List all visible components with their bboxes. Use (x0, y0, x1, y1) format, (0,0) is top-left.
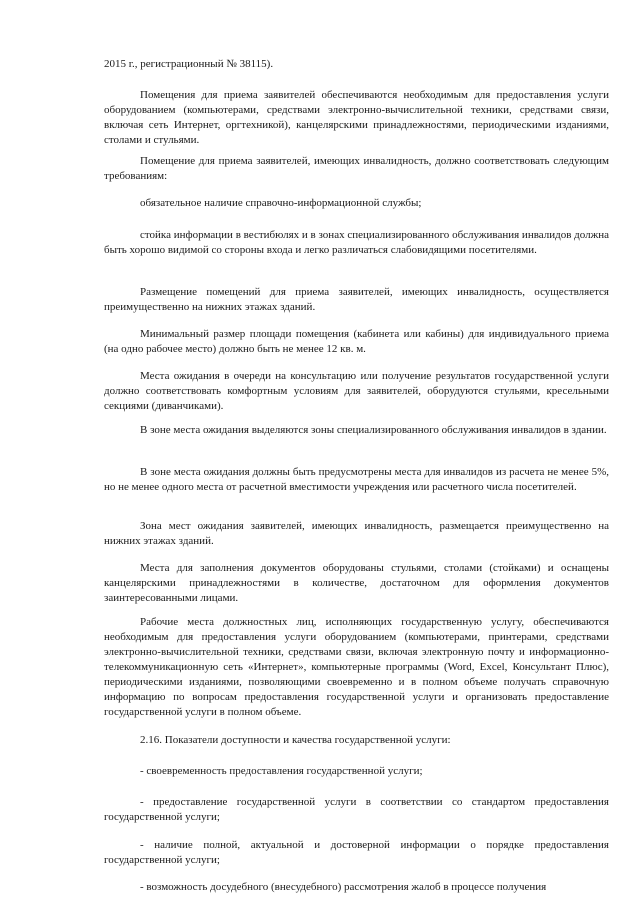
paragraph-10: В зоне места ожидания должны быть предусмотрены места для инвалидов из расчета не менее 5%, но не менее одного места от расчетной вместимости учреждения или расчетного числа посетителей. (104, 466, 609, 493)
paragraph-1: 2015 г., регистрационный № 38115). (104, 58, 274, 70)
paragraph-4: обязательное наличие справочно-информационной службы; (140, 197, 422, 209)
paragraph-11: Зона мест ожидания заявителей, имеющих инвалидность, размещается преимущественно на нижних этажах зданий. (104, 520, 609, 547)
paragraph-12: Места для заполнения документов оборудованы стульями, столами (стойками) и оснащены канцелярскими принадлежностями в количестве, достаточном для оформления документов заинтересованными лицами. (104, 562, 609, 604)
paragraph-16: - предоставление государственной услуги в соответствии со стандартом предоставления государственной услуги; (104, 796, 609, 823)
paragraph-9: В зоне места ожидания выделяются зоны специализированного обслуживания инвалидов в здании. (140, 424, 607, 436)
paragraph-7: Минимальный размер площади помещения (кабинета или кабины) для индивидуального приема (на одно рабочее место) должно быть не менее 12 кв. м. (104, 328, 609, 355)
paragraph-5: стойка информации в вестибюлях и в зонах специализированного обслуживания инвалидов должна быть хорошо видимой со стороны входа и легко различаться слабовидящими посетителями. (104, 229, 609, 256)
paragraph-6: Размещение помещений для приема заявителей, имеющих инвалидность, осуществляется преимущественно на нижних этажах зданий. (104, 286, 609, 313)
paragraph-2: Помещения для приема заявителей обеспечиваются необходимым для предоставления услуги оборудованием (компьютерами, средствами электронно-вычислительной техники, средствами связи, включая сеть Интернет, оргтехникой), канцелярскими принадлежностями, периодическими изданиями, столами и стульями. (104, 89, 609, 146)
paragraph-15: - своевременность предоставления государственной услуги; (140, 765, 423, 777)
paragraph-14: 2.16. Показатели доступности и качества государственной услуги: (140, 734, 451, 746)
paragraph-18: - возможность досудебного (внесудебного) рассмотрения жалоб в процессе получения (140, 881, 547, 893)
paragraph-13: Рабочие места должностных лиц, исполняющих государственную услугу, обеспечиваются необходимым для предоставления услуги оборудованием (компьютерами, принтерами, средствами электронно-вычислительной техники, средствами связи, включая электронную почту и информационно-телекоммуникационную сеть «Интернет», компьютерные программы (Word, Excel, Консультант Плюс), периодическими изданиями, позволяющими своевременно и в полном объеме получать справочную информацию по вопросам предоставления государственной услуги и организовать предоставление государственной услуги в полном объеме. (104, 616, 609, 718)
paragraph-17: - наличие полной, актуальной и достоверной информации о порядке предоставления государственной услуги; (104, 839, 609, 866)
paragraph-3: Помещение для приема заявителей, имеющих инвалидность, должно соответствовать следующим требованиям: (104, 155, 609, 182)
paragraph-8: Места ожидания в очереди на консультацию или получение результатов государственной услуги должно соответствовать комфортным условиям для заявителей, оборудуются стульями, кресельными секциями (диванчиками). (104, 370, 609, 412)
